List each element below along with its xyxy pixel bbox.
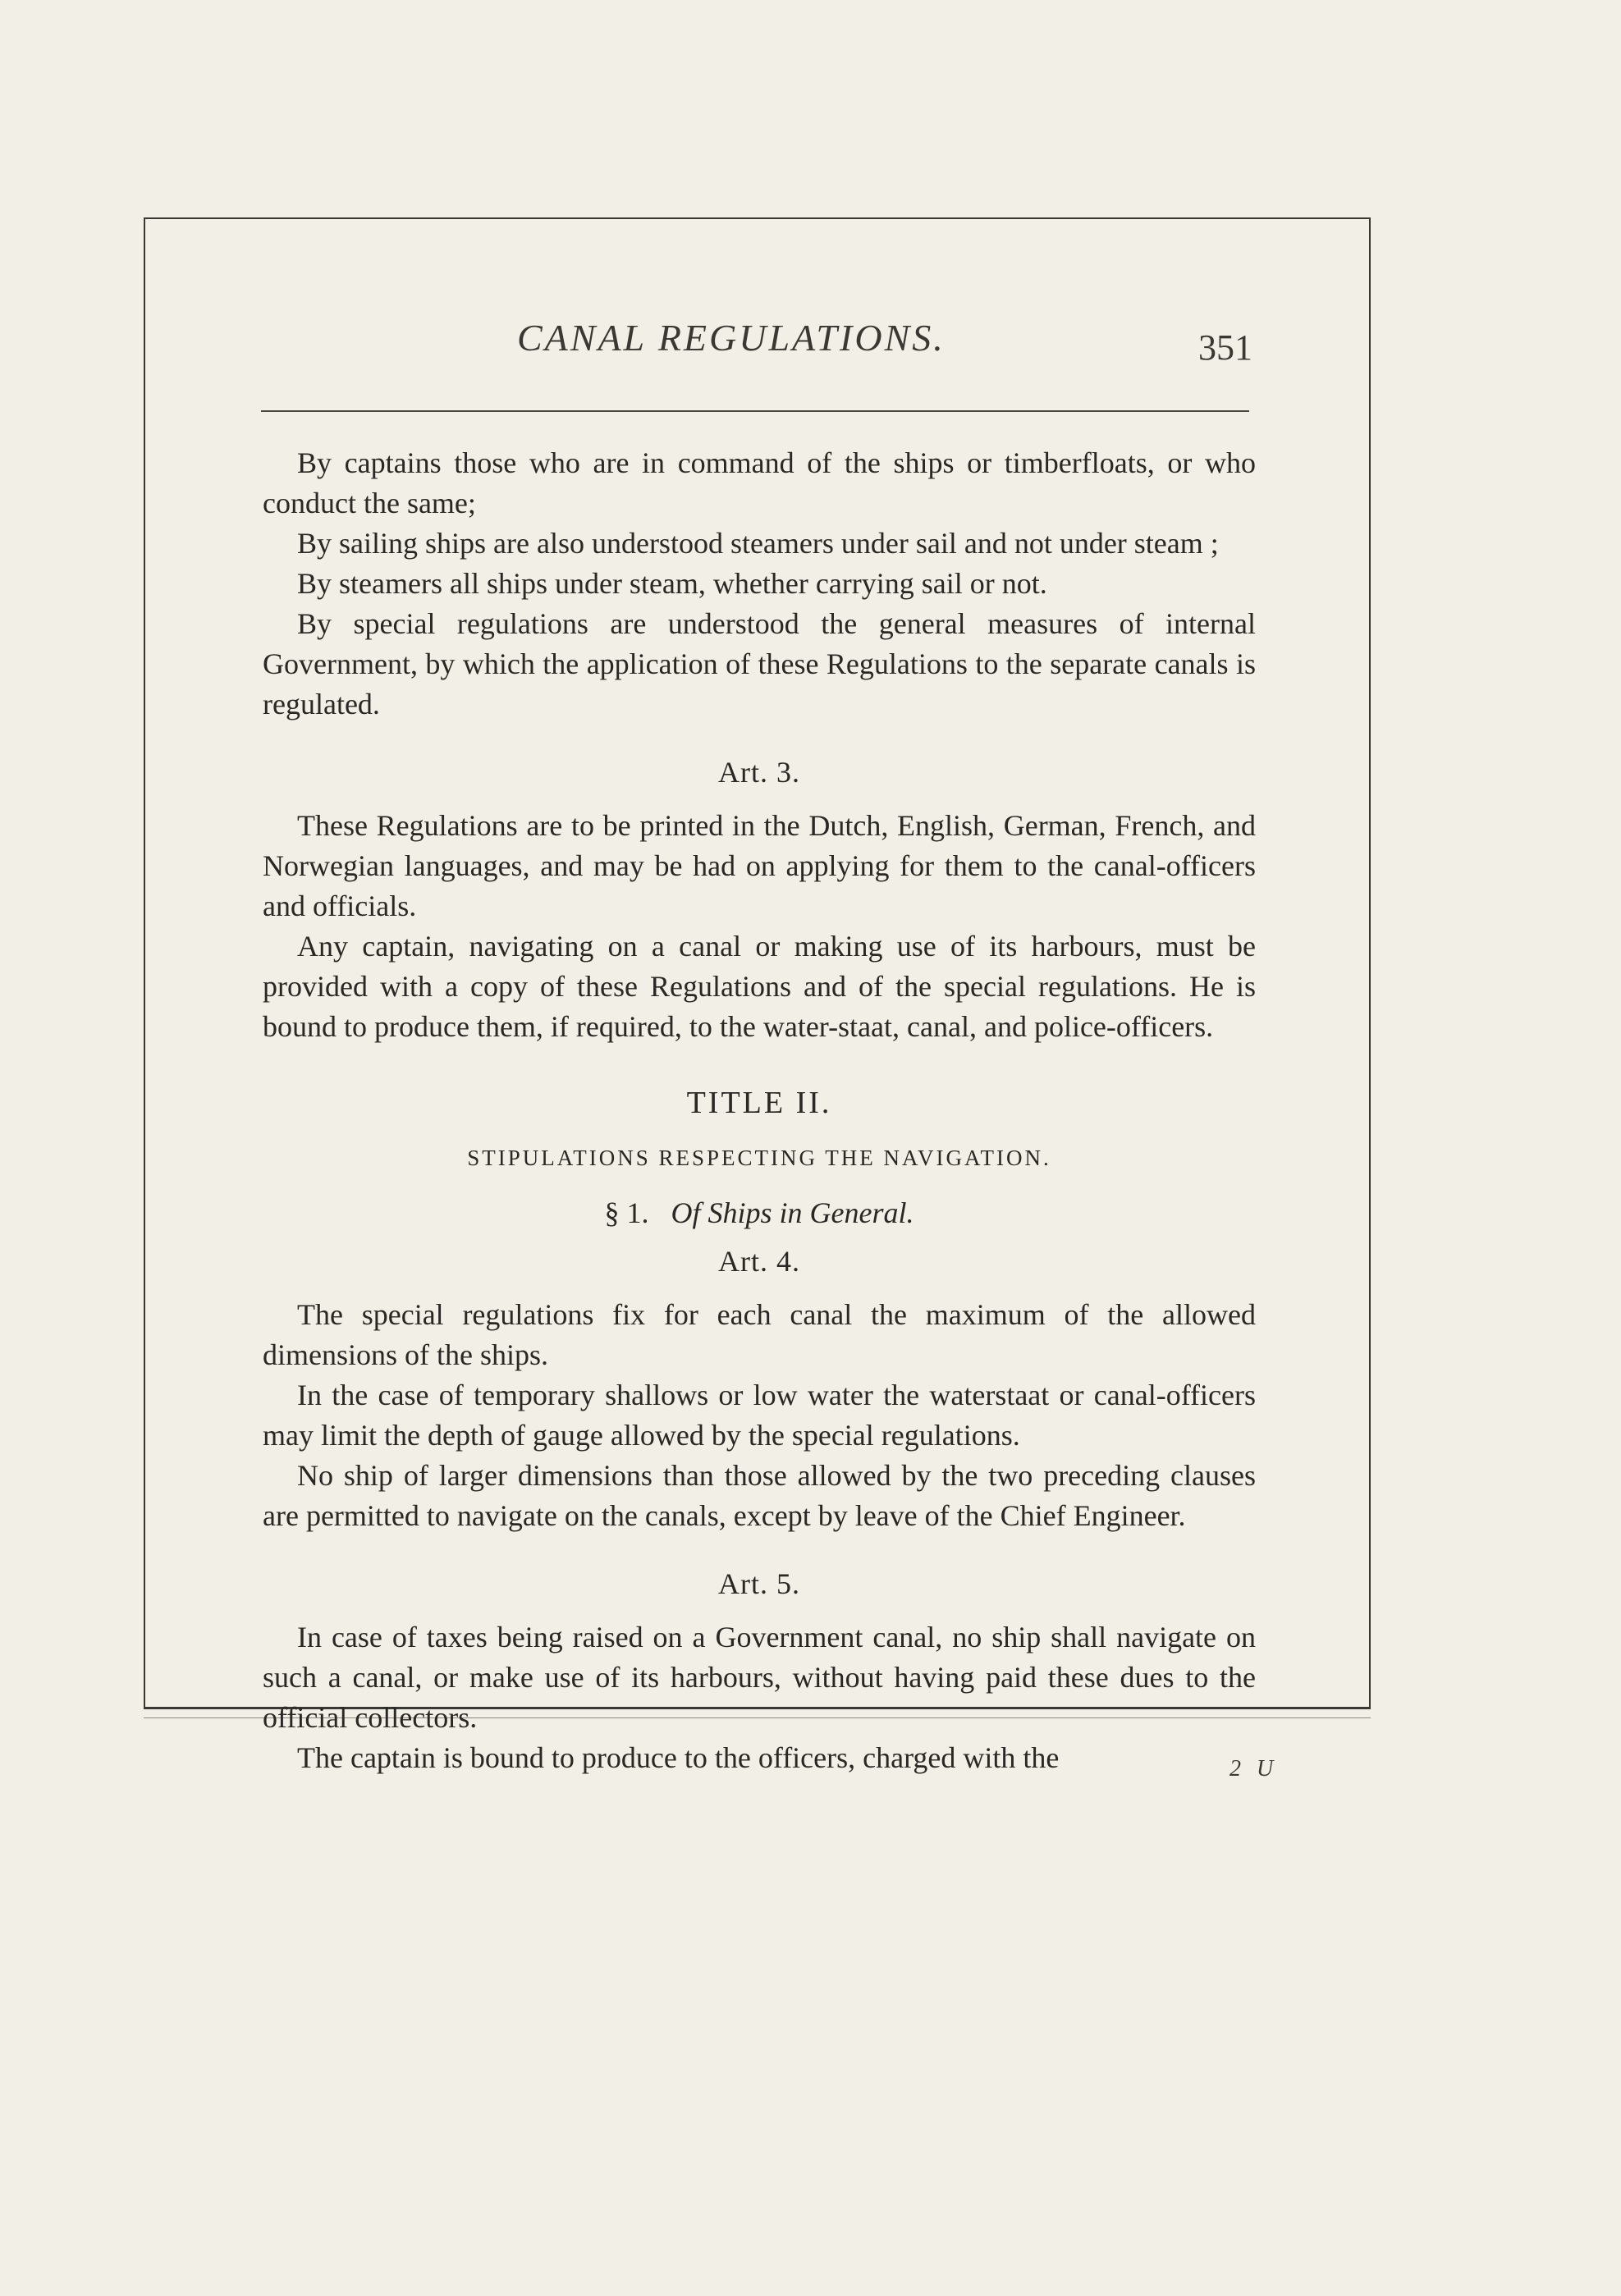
running-head: CANAL REGULATIONS.	[517, 317, 946, 359]
article-5-paragraph: The captain is bound to produce to the officers, charged with the	[297, 1741, 1060, 1774]
article-4-paragraph: The special regulations fix for each canal the maximum of the allowed dimensions of the ships.	[263, 1298, 1256, 1371]
header-rule	[261, 410, 1249, 412]
article-4-heading: Art. 4.	[718, 1245, 800, 1278]
definition-paragraph: By special regulations are understood the general measures of internal Government, by which the application of these Regulations to the separate canals is regulated.	[263, 607, 1256, 720]
article-3-paragraph: Any captain, navigating on a canal or making use of its harbours, must be provided with a copy of these Regulations and of the special regulations. He is bound to produce them, if required, to the water-staat, canal, and police-officers.	[263, 930, 1256, 1043]
title-2-subheading: STIPULATIONS RESPECTING THE NAVIGATION.	[467, 1146, 1051, 1170]
definition-paragraph: By captains those who are in command of the ships or timberfloats, or who conduct the same;	[263, 446, 1256, 519]
section-1-heading	[263, 1193, 1256, 1233]
definition-paragraph: By steamers all ships under steam, whether carrying sail or not.	[297, 567, 1047, 600]
article-5-heading: Art. 5.	[718, 1567, 800, 1600]
page-number: 351	[1198, 327, 1252, 368]
title-2-heading: TITLE II.	[686, 1086, 832, 1120]
section-title: Of Ships in General.	[671, 1196, 914, 1229]
article-4-paragraph: No ship of larger dimensions than those allowed by the two preceding clauses are permitted to navigate on the canals, except by leave of the Chief Engineer.	[263, 1459, 1256, 1532]
article-3-heading: Art. 3.	[718, 756, 800, 789]
article-5-paragraph: In case of taxes being raised on a Government canal, no ship shall navigate on such a canal, or make use of its harbours, without having paid these dues to the official collectors.	[263, 1621, 1256, 1734]
article-4-paragraph: In the case of temporary shallows or low water the waterstaat or canal-officers may limit the depth of gauge allowed by the special regulations.	[263, 1379, 1256, 1452]
definition-paragraph: By sailing ships are also understood steamers under sail and not under steam ;	[297, 527, 1219, 560]
section-mark: § 1.	[604, 1196, 649, 1229]
article-3-paragraph: These Regulations are to be printed in the Dutch, English, German, French, and Norwegian languages, and may be had on applying for them to the canal-officers and officials.	[263, 809, 1256, 922]
page-body	[263, 443, 1256, 1778]
signature-mark: 2 U	[1229, 1756, 1279, 1781]
